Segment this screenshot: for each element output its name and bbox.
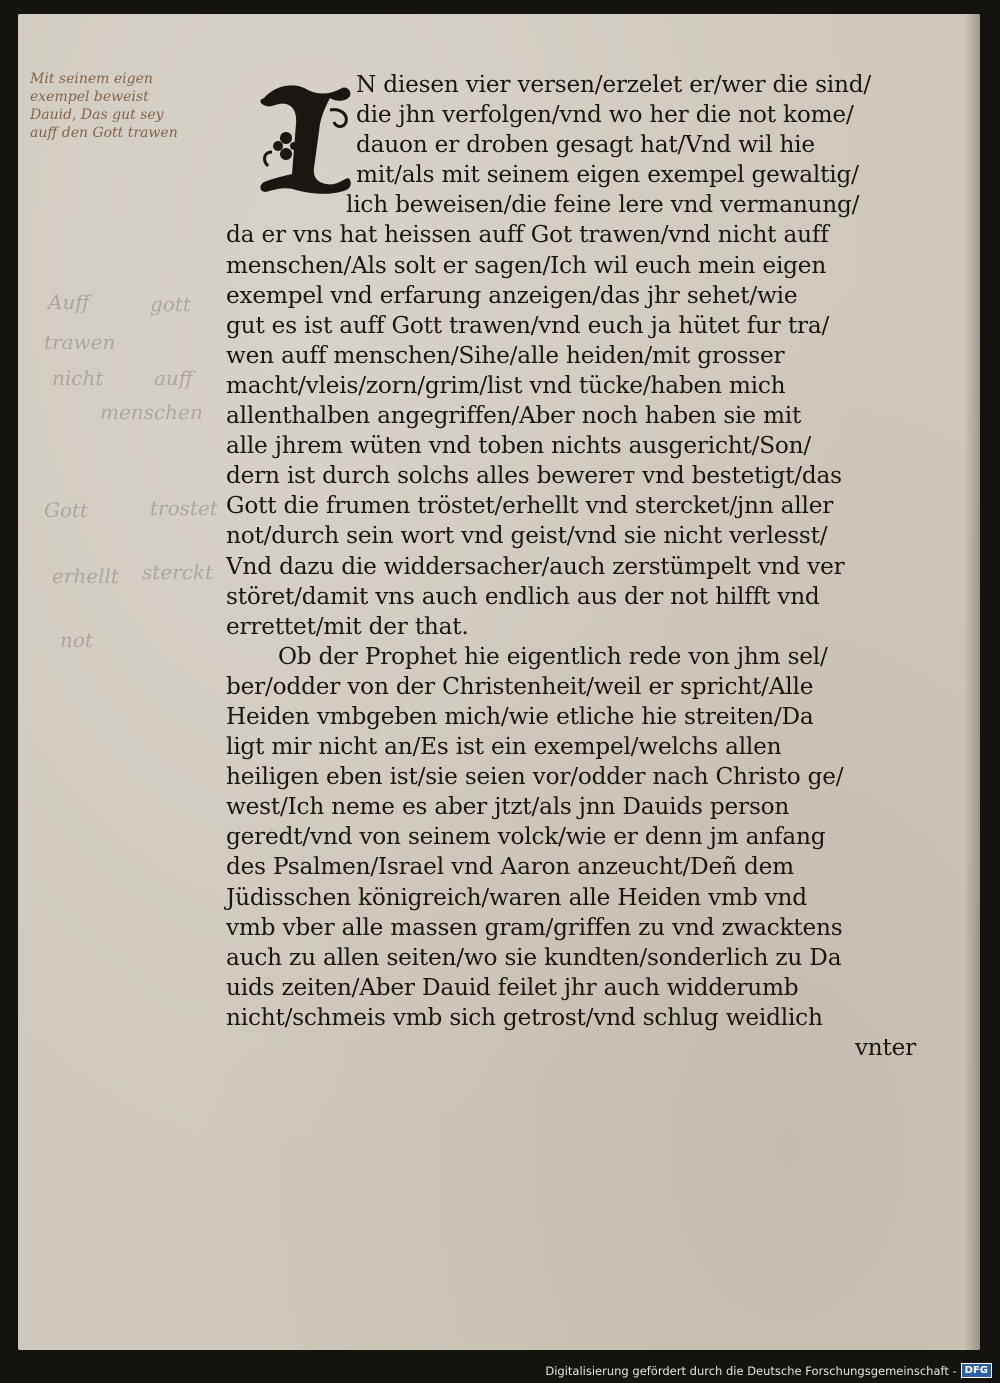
text-line: störet/damit vns auch endlich aus der not hilfft vnd (226, 582, 820, 610)
text-line: des Psalmen/Israel vnd Aaron anzeucht/Deñ dem (226, 853, 794, 881)
catchword: vnter (854, 1034, 916, 1061)
text-line: mit/als mit seinem eigen exempel gewaltig/ (356, 161, 859, 189)
text-line: ber/odder von der Christenheit/weil er spricht/Alle (226, 672, 814, 700)
text-line: auch zu allen seiten/wo sie kundten/sonderlich zu Da (226, 943, 842, 971)
text-line: allenthalben angegriffen/Aber noch haben sie mit (226, 402, 802, 430)
text-line: heiligen eben ist/sie seien vor/odder nach Christo ge/ (226, 763, 844, 791)
pencil-note: nicht (52, 366, 104, 390)
text-line: geredt/vnd von seinem volck/wie er denn jm anfang (226, 823, 826, 851)
text-line: exempel vnd erfarung anzeigen/das jhr sehet/wie (226, 281, 798, 309)
text-line: gut es ist auff Gott trawen/vnd euch ja hütet fur tra/ (226, 311, 830, 339)
footer-text: Digitalisierung gefördert durch die Deutsche Forschungsgemeinschaft - (545, 1363, 957, 1378)
text-line: alle jhrem wüten vnd toben nichts ausgericht/Son/ (226, 432, 811, 460)
margin-note-line: exempel beweist (30, 89, 149, 105)
margin-note-line: auff den Gott trawen (30, 125, 178, 141)
initial-letter-text: I (306, 150, 307, 151)
text-line: uids zeiten/Aber Dauid feilet jhr auch widderumb (226, 973, 799, 1001)
pencil-note: not (60, 628, 93, 652)
pencil-note: erhellt (52, 564, 119, 588)
text-line: die jhn verfolgen/vnd wo her die not kome/ (356, 101, 854, 129)
dfg-logo[interactable]: DFG (961, 1363, 992, 1378)
text-line: errettet/mit der that. (226, 612, 469, 640)
text-line: da er vns hat heissen auff Got trawen/vnd nicht auff (226, 221, 829, 249)
text-line: dern ist durch solchs alles bewerет vnd bestetigt/das (226, 462, 842, 490)
margin-note-line: Mit seinem eigen (30, 71, 153, 87)
pencil-note: Gott (44, 498, 89, 522)
pencil-note: trostet (150, 496, 218, 520)
text-line: lich beweisen/die feine lere vnd vermanung/ (346, 191, 860, 219)
text-line: nicht/schmeis vmb sich getrost/vnd schlug weidlich (226, 1003, 823, 1031)
text-line: Jüdisschen königreich/waren alle Heiden vmb vnd (226, 883, 807, 911)
text-line: west/Ich neme es aber jtzt/als jnn Dauids person (226, 793, 790, 821)
text-line: wen auff menschen/Sihe/alle heiden/mit grosser (226, 341, 785, 369)
pencil-note: menschen (100, 400, 203, 424)
text-line: ligt mir nicht an/Es ist ein exempel/welchs allen (226, 733, 782, 761)
text-line: Heiden vmbgeben mich/wie etliche hie streiten/Da (226, 702, 814, 730)
pencil-note: sterckt (142, 560, 214, 584)
pencil-note: gott (150, 292, 191, 316)
text-line: menschen/Als solt er sagen/Ich wil euch mein eigen (226, 251, 827, 279)
text-line: not/durch sein wort vnd geist/vnd sie nicht verlesst/ (226, 522, 828, 550)
pencil-note: Auff (48, 290, 90, 314)
page-text (226, 70, 926, 1063)
text-line: Gott die frumen tröstet/erhellt vnd stercket/jnn aller (226, 492, 834, 520)
margin-note-line: Dauid, Das gut sey (30, 107, 164, 123)
text-line: N diesen vier versen/erzelet er/wer die sind/ (356, 71, 872, 98)
binding-edge (964, 14, 980, 1350)
text-line: Ob der Prophet hie eigentlich rede von jhm sel/ (278, 642, 828, 670)
text-line: dauon er droben gesagt hat/Vnd wil hie (356, 131, 815, 159)
handwritten-margin-note (30, 70, 178, 142)
text-line: vmb vber alle massen gram/griffen zu vnd zwacktens (226, 913, 843, 941)
digitization-footer (545, 1363, 992, 1378)
text-line: macht/vleis/zorn/grim/list vnd tücke/haben mich (226, 371, 786, 399)
text-line: Vnd dazu die widdersacher/auch zerstümpelt vnd ver (226, 552, 845, 580)
pencil-note: auff (154, 366, 193, 390)
pencil-note: trawen (44, 330, 116, 354)
